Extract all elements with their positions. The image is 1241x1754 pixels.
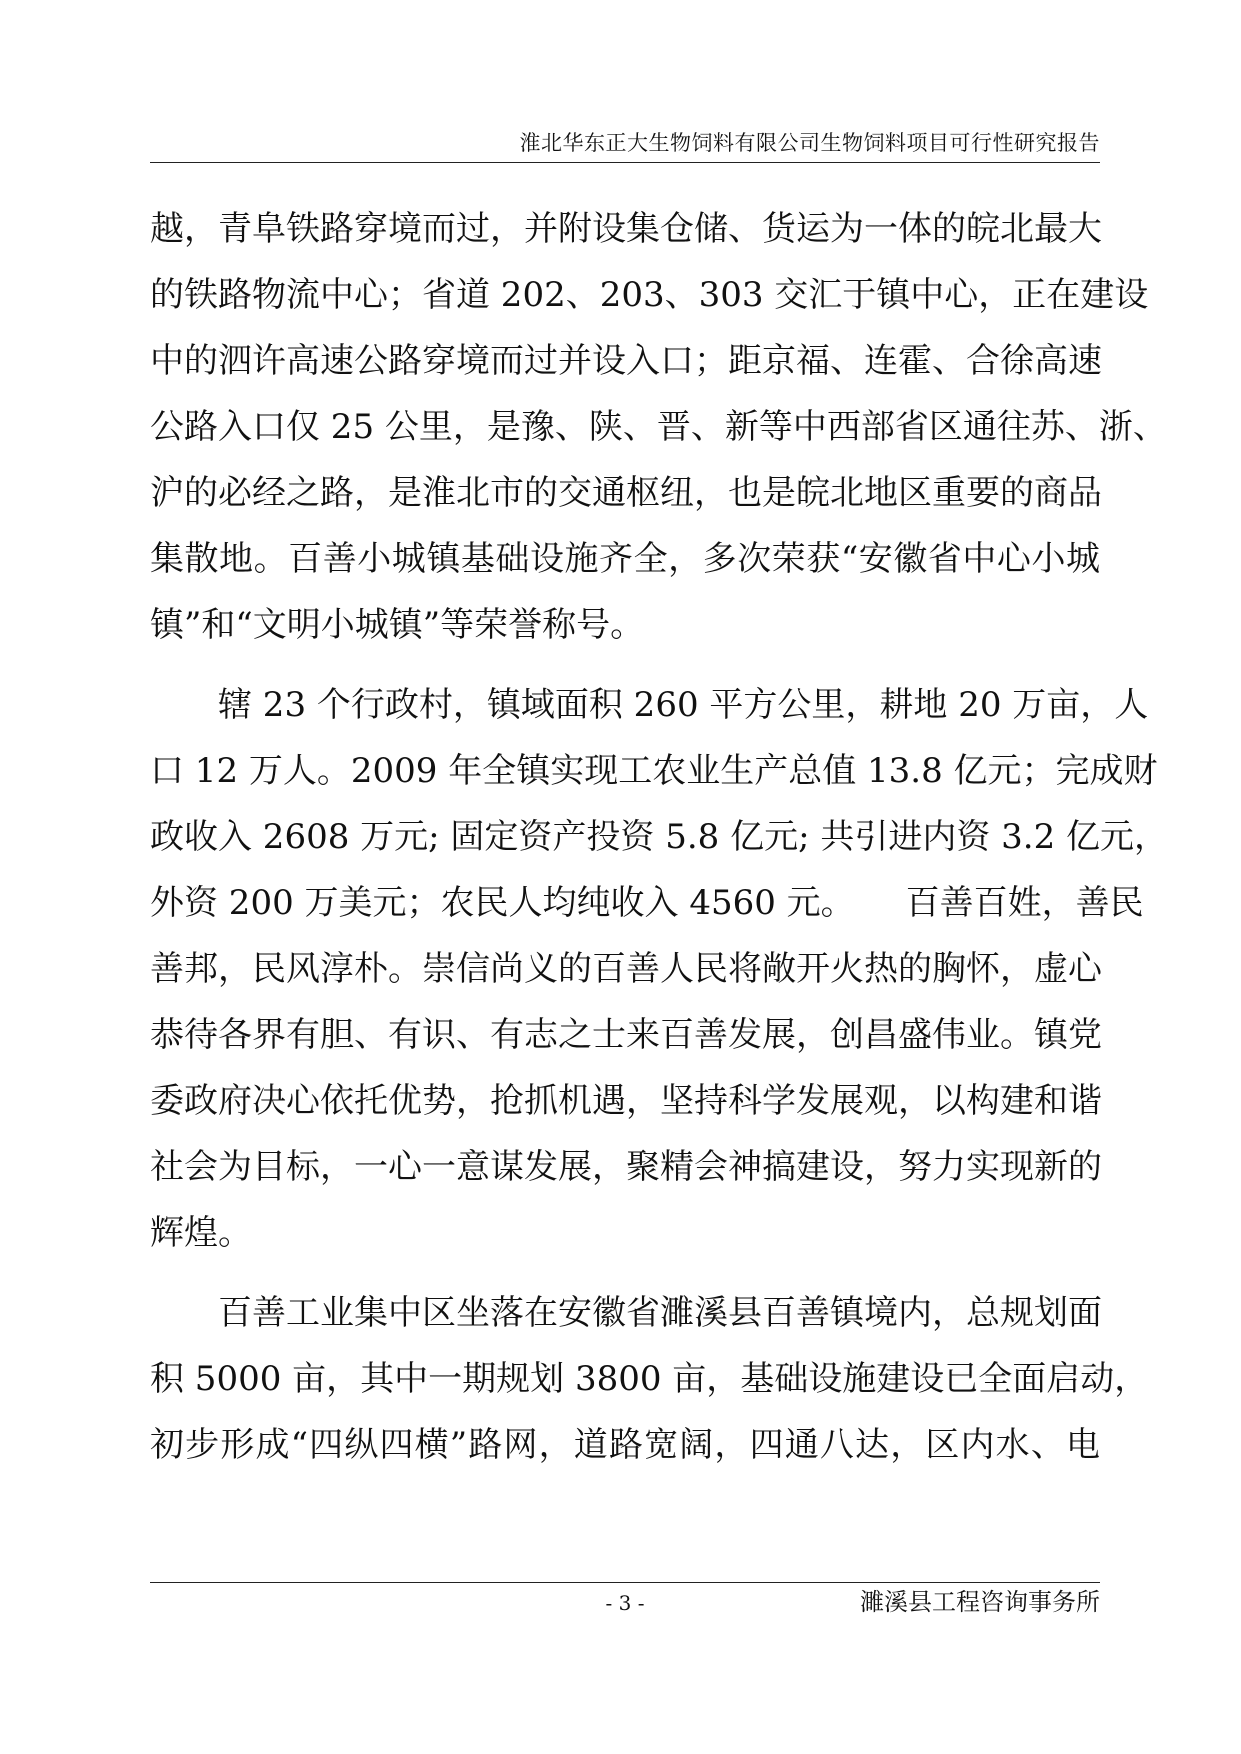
text-line: 初步形成“四纵四横”路网，道路宽阔，四通八达，区内水、电: [150, 1425, 1100, 1465]
page-header: [150, 128, 1100, 163]
text-line: 辉煌。: [150, 1213, 252, 1253]
text-line: 的铁路物流中心；省道 202、203、303 交汇于镇中心，正在建设: [150, 275, 1149, 315]
text-line: 中的泗许高速公路穿境而过并设入口；距京福、连霍、合徐高速: [150, 341, 1102, 381]
text-line: 政收入 2608 万元; 固定资产投资 5.8 亿元; 共引进内资 3.2 亿元，: [150, 817, 1169, 857]
text-line: 集散地。百善小城镇基础设施齐全，多次荣获“安徽省中心小城: [150, 539, 1100, 579]
text-line: 镇”和“文明小城镇”等荣誉称号。: [150, 605, 645, 645]
text-line: 恭待各界有胆、有识、有志之士来百善发展，创昌盛伟业。镇党: [150, 1015, 1102, 1055]
text-line: 外资 200 万美元；农民人均纯收入 4560 元。 百善百姓，善民: [150, 883, 1144, 923]
footer-organization: 濉溪县工程咨询事务所: [860, 1588, 1100, 1616]
text-line: 沪的必经之路，是淮北市的交通枢纽，也是皖北地区重要的商品: [150, 473, 1102, 513]
text-line: 善邦，民风淳朴。崇信尚义的百善人民将敞开火热的胸怀，虚心: [150, 949, 1102, 989]
text-line: 百善工业集中区坐落在安徽省濉溪县百善镇境内，总规划面: [150, 1293, 1102, 1333]
text-line: 公路入口仅 25 公里，是豫、陕、晋、新等中西部省区通往苏、浙、: [150, 407, 1167, 447]
text-line: 委政府决心依托优势，抢抓机遇，坚持科学发展观，以构建和谐: [150, 1081, 1102, 1121]
text-line: 口 12 万人。2009 年全镇实现工农业生产总值 13.8 亿元；完成财: [150, 751, 1158, 791]
text-line: 积 5000 亩，其中一期规划 3800 亩，基础设施建设已全面启动，: [150, 1359, 1149, 1399]
body-text: [150, 196, 1169, 1478]
page-number: - 3 -: [605, 1591, 645, 1615]
text-line: 社会为目标，一心一意谋发展，聚精会神搞建设，努力实现新的: [150, 1147, 1102, 1187]
text-line: 越，青阜铁路穿境而过，并附设集仓储、货运为一体的皖北最大: [150, 209, 1102, 249]
footer-divider: [150, 1582, 1100, 1583]
header-title: 淮北华东正大生物饲料有限公司生物饲料项目可行性研究报告: [519, 131, 1100, 155]
text-line: 辖 23 个行政村，镇域面积 260 平方公里，耕地 20 万亩，人: [150, 685, 1149, 725]
